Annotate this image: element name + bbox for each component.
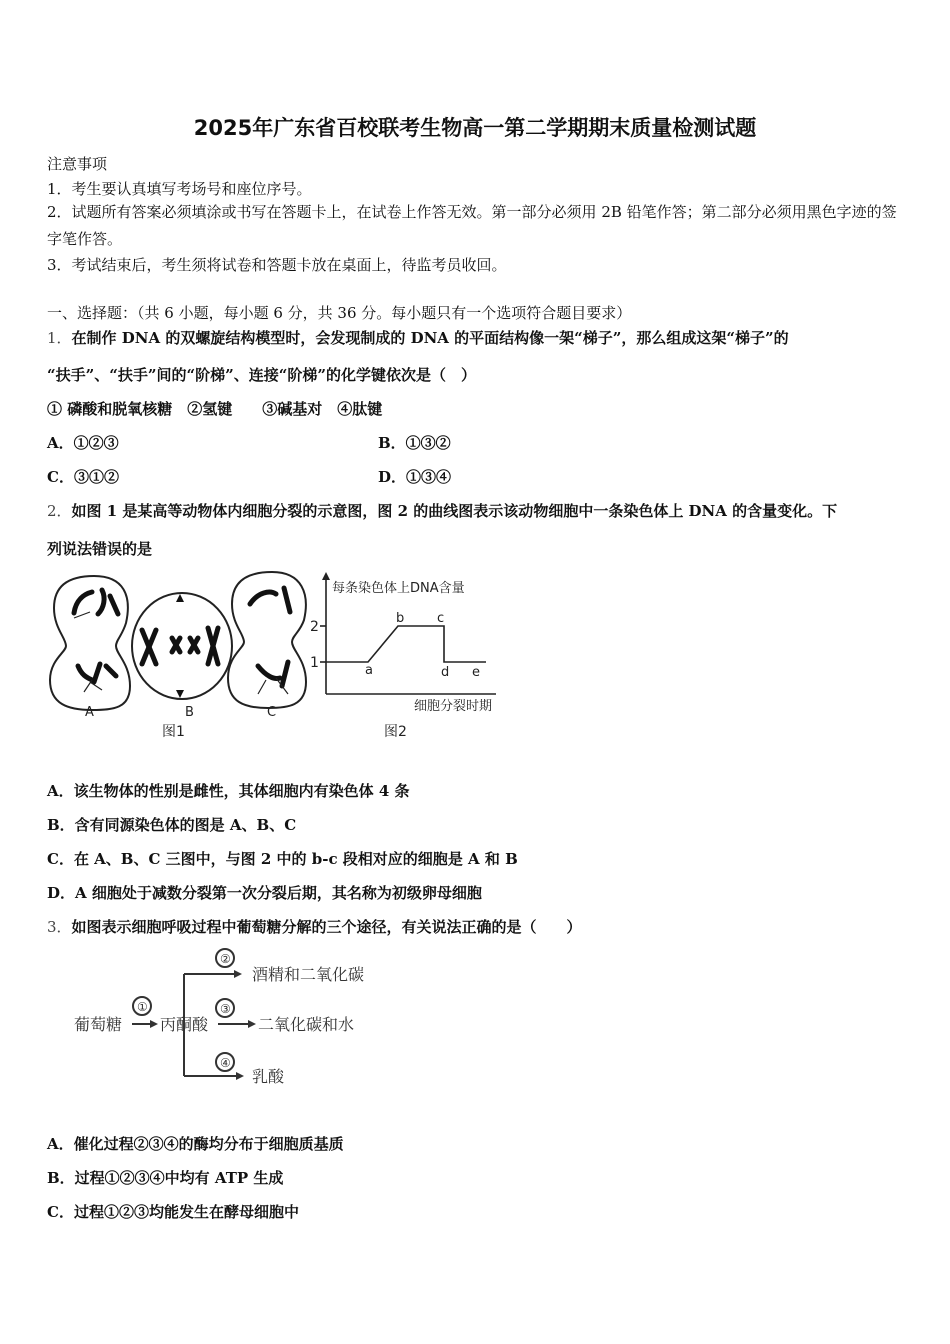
figure2-tick-1: 1 xyxy=(310,655,319,671)
q3-option-c[interactable]: C．过程①②③均能发生在酵母细胞中 xyxy=(47,1203,299,1221)
q2-stem-line2: 列说法错误的是 xyxy=(47,540,153,558)
figure2-xlabel: 细胞分裂时期 xyxy=(414,699,493,714)
q3-number: 3． xyxy=(47,918,72,936)
page-title: 2025年广东省百校联考生物高一第二学期期末质量检测试题 xyxy=(193,116,757,140)
figure1-caption: 图1 xyxy=(162,724,185,740)
section-heading: 一、选择题：（共 6 小题，每小题 6 分，共 36 分。每小题只有一个选项符合题目要求） xyxy=(47,304,632,322)
figure2-caption: 图2 xyxy=(384,724,407,740)
diagram-glucose: 葡萄糖 xyxy=(74,1015,123,1034)
q1-stem-line2: “扶手”、“扶手”间的“阶梯”、连接“阶梯”的化学键依次是（ ） xyxy=(47,366,477,384)
figure2-dna-curve xyxy=(306,570,516,750)
q3-option-a[interactable]: A．催化过程②③④的酶均分布于细胞质基质 xyxy=(47,1135,344,1153)
notice-item-2: 2．试题所有答案必须填涂或书写在答题卡上，在试卷上作答无效。第一部分必须用 2B 铅笔作答；第二部分必须用黑色字迹的签字笔作答。 xyxy=(47,203,897,248)
q1-option-b[interactable]: B．①③② xyxy=(378,434,451,452)
q2-number: 2． xyxy=(47,502,72,520)
figure2-ylabel: 每条染色体上DNA含量 xyxy=(332,581,465,596)
diagram-step-4: ④ xyxy=(220,1056,231,1070)
q1-option-a[interactable]: A．①②③ xyxy=(47,434,119,452)
q2-option-a[interactable]: A．该生物体的性别是雌性，其体细胞内有染色体 4 条 xyxy=(47,782,410,800)
q1-option-d[interactable]: D．①③④ xyxy=(378,468,452,486)
figure1-label-b: B xyxy=(185,705,194,720)
notice-item-1: 1．考生要认真填写考场号和座位序号。 xyxy=(47,180,312,198)
figure1-label-c: C xyxy=(267,705,277,720)
q2-stem-line1 xyxy=(47,500,837,521)
figure1-label-a: A xyxy=(85,705,94,720)
q3-stem xyxy=(47,916,582,937)
q2-text-a: 如图 1 是某高等动物体内细胞分裂的示意图，图 2 的曲线图表示该动物细胞中一条染色体上 DNA 的含量变化。下 xyxy=(71,502,838,520)
q3-text: 如图表示细胞呼吸过程中葡萄糖分解的三个途径，有关说法正确的是（ ） xyxy=(71,918,582,936)
q3-respiration-diagram xyxy=(60,944,420,1094)
figure1-cell-division xyxy=(44,568,314,748)
q1-text-a: 在制作 DNA 的双螺旋结构模型时，会发现制成的 DNA 的平面结构像一架“梯子”，那么组成这架“梯子”的 xyxy=(71,329,789,347)
figure2-point-b: b xyxy=(396,611,405,626)
q1-stem-line1 xyxy=(47,327,789,348)
notice-heading: 注意事项 xyxy=(47,155,108,173)
q3-option-b[interactable]: B．过程①②③④中均有 ATP 生成 xyxy=(47,1169,284,1187)
figure2-point-a: a xyxy=(365,663,373,678)
diagram-output-4: 乳酸 xyxy=(252,1067,285,1086)
notice-item-3: 3．考试结束后，考生须将试卷和答题卡放在桌面上，待监考员收回。 xyxy=(47,256,507,274)
diagram-step-2: ② xyxy=(220,952,231,966)
q2-option-b[interactable]: B．含有同源染色体的图是 A、B、C xyxy=(47,816,297,834)
figure2-point-c: c xyxy=(437,611,445,626)
figure2-point-e: e xyxy=(472,665,480,680)
figure2-point-d: d xyxy=(441,665,450,680)
q2-option-c[interactable]: C．在 A、B、C 三图中，与图 2 中的 b-c 段相对应的细胞是 A 和 B xyxy=(47,850,518,868)
diagram-step-3: ③ xyxy=(220,1002,231,1016)
diagram-step-1: ① xyxy=(137,1000,148,1014)
q1-option-c[interactable]: C．③①② xyxy=(47,468,119,486)
diagram-output-2: 酒精和二氧化碳 xyxy=(252,965,365,984)
q1-items: ① 磷酸和脱氧核糖 ②氢键 ③碱基对 ④肽键 xyxy=(47,400,383,418)
diagram-pyruvate: 丙酮酸 xyxy=(160,1015,209,1034)
q2-option-d[interactable]: D．A 细胞处于减数分裂第一次分裂后期，其名称为初级卵母细胞 xyxy=(47,884,482,902)
figure2-tick-2: 2 xyxy=(310,619,319,635)
diagram-output-3: 二氧化碳和水 xyxy=(258,1015,355,1034)
q1-number: 1． xyxy=(47,329,72,347)
